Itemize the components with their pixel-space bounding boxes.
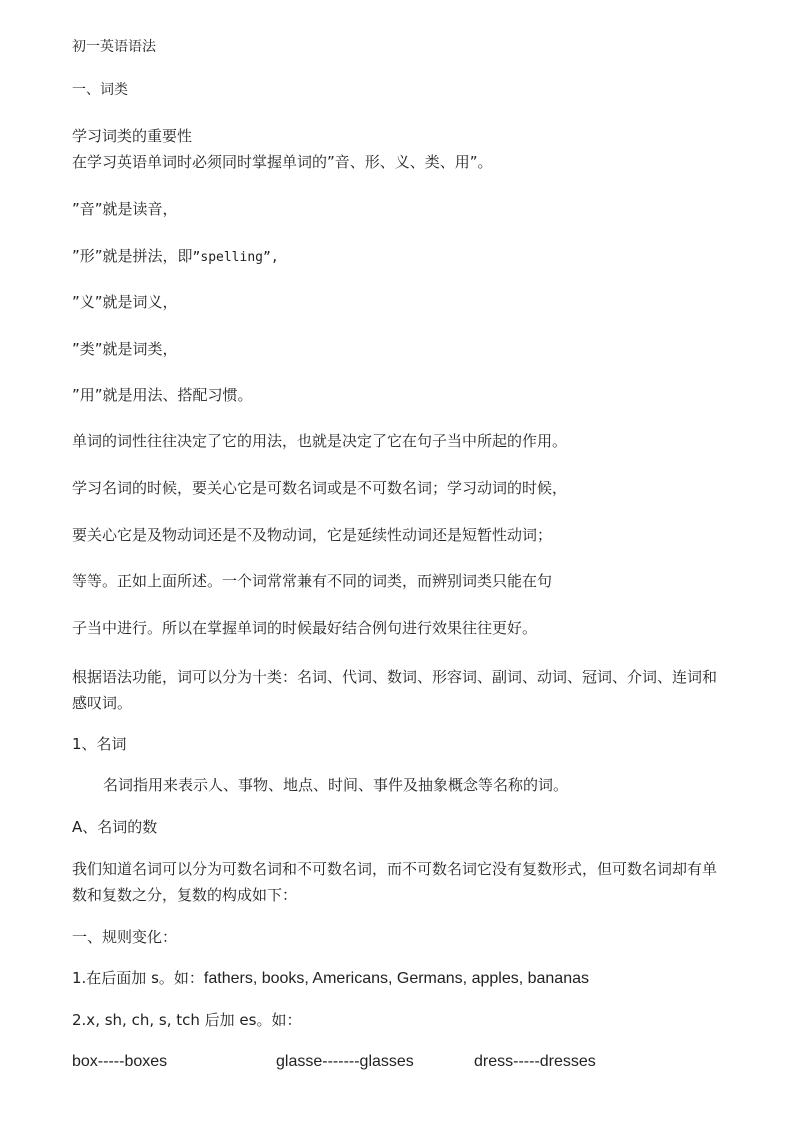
item-pronunciation: ”音”就是读音， [72, 200, 178, 218]
item-spelling-code: ”spelling”, [192, 250, 279, 265]
noun-definition: 名词指用来表示人、事物、地点、时间、事件及抽象概念等名称的词。 [103, 776, 569, 794]
paragraph-1: 单词的词性往往决定了它的用法，也就是决定了它在句子当中所起的作用。 [72, 432, 568, 450]
intro-paragraph: 在学习英语单词时必须同时掌握单词的”音、形、义、类、用”。 [72, 153, 493, 171]
paragraph-5: 子当中进行。所以在掌握单词的时候最好结合例句进行效果往往更好。 [72, 619, 538, 637]
item-word-class: ”类”就是词类， [72, 340, 178, 358]
rule-1 [72, 968, 589, 989]
item-usage: ”用”就是用法、搭配习惯。 [72, 386, 253, 404]
rule-1-examples: fathers, books, Americans, Germans, apples, bananas [203, 970, 589, 987]
item-spelling-text: ”形”就是拼法，即 [72, 247, 193, 265]
paragraph-4: 等等。正如上面所述。一个词常常兼有不同的词类，而辨别词类只能在句 [72, 572, 553, 590]
regular-change-heading: 一、规则变化： [72, 928, 178, 946]
paragraph-3: 要关心它是及物动词还是不及物动词，它是延续性动词还是短暂性动词； [72, 526, 553, 544]
paragraph-ten-classes: 根据语法功能，词可以分为十类：名词、代词、数词、形容词、副词、动词、冠词、介词、连词和感叹词。 [72, 668, 718, 712]
subtitle-importance: 学习词类的重要性 [72, 127, 193, 145]
paragraph-countable: 我们知道名词可以分为可数名词和不可数名词，而不可数名词它没有复数形式，但可数名词却有单数和复数之分，复数的构成如下： [72, 860, 718, 904]
noun-heading: 1、名词 [72, 735, 127, 753]
rule-1-prefix: 1.在后面加 s。如： [72, 969, 204, 987]
item-spelling [72, 246, 279, 268]
paragraph-2: 学习名词的时候，要关心它是可数名词或是不可数名词；学习动词的时候， [72, 479, 568, 497]
item-meaning: ”义”就是词义， [72, 293, 178, 311]
example-glasses: glasse-------glasses [276, 1053, 414, 1070]
rule-2: 2.x, sh, ch, s, tch 后加 es。如： [72, 1011, 302, 1029]
example-dress: dress-----dresses [474, 1053, 596, 1070]
example-box: box-----boxes [72, 1053, 168, 1070]
document-title: 初一英语语法 [72, 39, 156, 55]
noun-number-heading: A、名词的数 [72, 818, 158, 836]
section-heading-word-classes: 一、词类 [72, 82, 128, 98]
